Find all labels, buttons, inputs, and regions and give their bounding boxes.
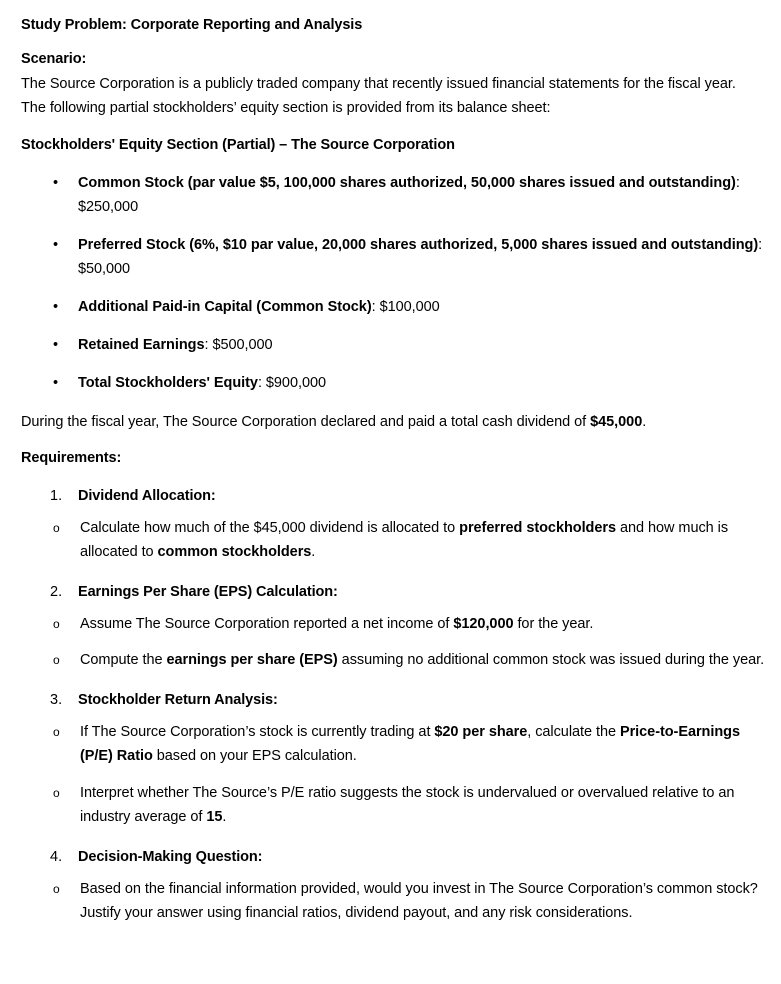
dividend-note [21, 411, 756, 435]
requirement-title: Earnings Per Share (EPS) Calculation: [78, 583, 338, 600]
requirement-sub-list [21, 877, 767, 926]
requirement-title: Stockholder Return Analysis: [78, 691, 278, 708]
circle-bullet-icon: o [53, 616, 60, 631]
requirement-sub-item [21, 781, 767, 830]
equity-list-item [21, 333, 767, 357]
equity-item-value: $50,000 [78, 261, 131, 277]
circle-bullet-icon: o [53, 785, 60, 800]
body-text: . [222, 809, 227, 825]
body-text: If The Source Corporation’s stock is currently trading at [80, 723, 435, 740]
requirements-heading: Requirements: [21, 449, 122, 466]
body-text: assuming no additional common stock was issued during the year. [337, 652, 765, 668]
requirement-title: Decision-Making Question: [78, 848, 263, 865]
requirement-title: Dividend Allocation: [78, 487, 216, 504]
body-text: Interpret whether The Source’s P/E ratio suggests the stock is undervalued or overvalued relative to an industry average of [80, 784, 735, 825]
equity-item-separator: : [735, 175, 740, 191]
requirement-sub-item [21, 516, 767, 565]
emphasis-text: $20 per share [434, 723, 528, 740]
emphasis-text: preferred stockholders [459, 519, 616, 536]
equity-item-separator: : [371, 299, 380, 315]
equity-item-label: Common Stock (par value $5, 100,000 shares authorized, 50,000 shares issued and outstanding) [78, 175, 736, 191]
equity-list-item [21, 371, 767, 395]
dividend-amount: $45,000 [590, 414, 643, 430]
requirements-list [21, 484, 767, 926]
equity-item-separator: : [204, 337, 213, 353]
body-text: Assume The Source Corporation reported a net income of [80, 615, 454, 632]
body-text: for the year. [513, 615, 594, 632]
requirement-number: 3. [50, 691, 63, 708]
requirement-heading-row [21, 688, 767, 712]
requirement-block [21, 845, 767, 926]
body-text: . [311, 544, 316, 560]
requirement-sub-list [21, 720, 767, 830]
bullet-icon: • [53, 337, 59, 353]
requirement-heading-row [21, 484, 767, 508]
equity-item-label: Total Stockholders' Equity [78, 375, 258, 391]
equity-list-item [21, 233, 767, 281]
requirement-number: 4. [50, 848, 63, 865]
requirement-heading-row [21, 580, 767, 604]
emphasis-text: $120,000 [453, 615, 514, 632]
equity-item-value: $250,000 [78, 199, 139, 215]
page-title: Study Problem: Corporate Reporting and Analysis [21, 17, 363, 33]
equity-item-value: $500,000 [212, 337, 273, 353]
body-text: , calculate the [527, 723, 620, 740]
requirement-block [21, 580, 767, 673]
requirement-sub-item [21, 648, 767, 673]
bullet-icon: • [53, 175, 59, 191]
scenario-heading: Scenario: [21, 51, 87, 67]
body-text: based on your EPS calculation. [152, 748, 357, 764]
circle-bullet-icon: o [53, 653, 60, 667]
equity-item-label: Preferred Stock (6%, $10 par value, 20,000 shares authorized, 5,000 shares issued and outstanding) [78, 237, 759, 253]
body-text: and how much is allocated to [80, 519, 729, 560]
body-text: Calculate how much of the $45,000 dividend is allocated to [80, 519, 460, 536]
body-text: Based on the financial information provided, would you invest in The Source Corporation’s common stock? Justify your answer using financial ratios, dividend payout, and any risk considerations. [80, 880, 758, 921]
equity-list-item [21, 171, 767, 219]
dividend-note-before: During the fiscal year, The Source Corporation declared and paid a total cash dividend of [21, 414, 591, 430]
equity-item-value: $900,000 [265, 375, 326, 391]
body-text: Compute the [80, 652, 167, 668]
requirement-block [21, 688, 767, 830]
scenario-paragraph: The Source Corporation is a publicly traded company that recently issued financial statements for the fiscal year. The following partial stockholders’ equity section is provided from its balance sheet: [21, 76, 736, 116]
emphasis-text: earnings per share (EPS) [166, 652, 338, 668]
equity-item-separator: : [257, 375, 266, 391]
emphasis-text: Price-to-Earnings (P/E) Ratio [80, 723, 740, 764]
equity-list-item [21, 295, 767, 319]
equity-item-separator: : [758, 237, 763, 253]
requirement-number: 2. [50, 583, 63, 600]
bullet-icon: • [53, 375, 59, 391]
requirement-heading-row [21, 845, 767, 869]
requirement-number: 1. [50, 487, 63, 504]
requirement-sub-item [21, 877, 767, 926]
equity-item-label: Additional Paid-in Capital (Common Stock) [78, 299, 372, 315]
equity-item-label: Retained Earnings [78, 337, 205, 353]
dividend-note-after: . [642, 414, 647, 430]
bullet-icon: • [53, 237, 59, 253]
requirement-sub-list [21, 612, 767, 673]
bullet-icon: • [53, 299, 59, 315]
circle-bullet-icon: o [53, 724, 60, 739]
requirement-block [21, 484, 767, 565]
requirement-sub-list [21, 516, 767, 565]
circle-bullet-icon: o [53, 520, 60, 535]
circle-bullet-icon: o [53, 881, 60, 896]
emphasis-text: common stockholders [157, 544, 312, 560]
equity-list [21, 171, 767, 395]
requirement-sub-item [21, 612, 767, 637]
emphasis-text: 15 [206, 809, 223, 825]
requirement-sub-item [21, 720, 767, 769]
equity-section-heading: Stockholders' Equity Section (Partial) – The Source Corporation [21, 137, 455, 153]
equity-item-value: $100,000 [379, 299, 440, 315]
